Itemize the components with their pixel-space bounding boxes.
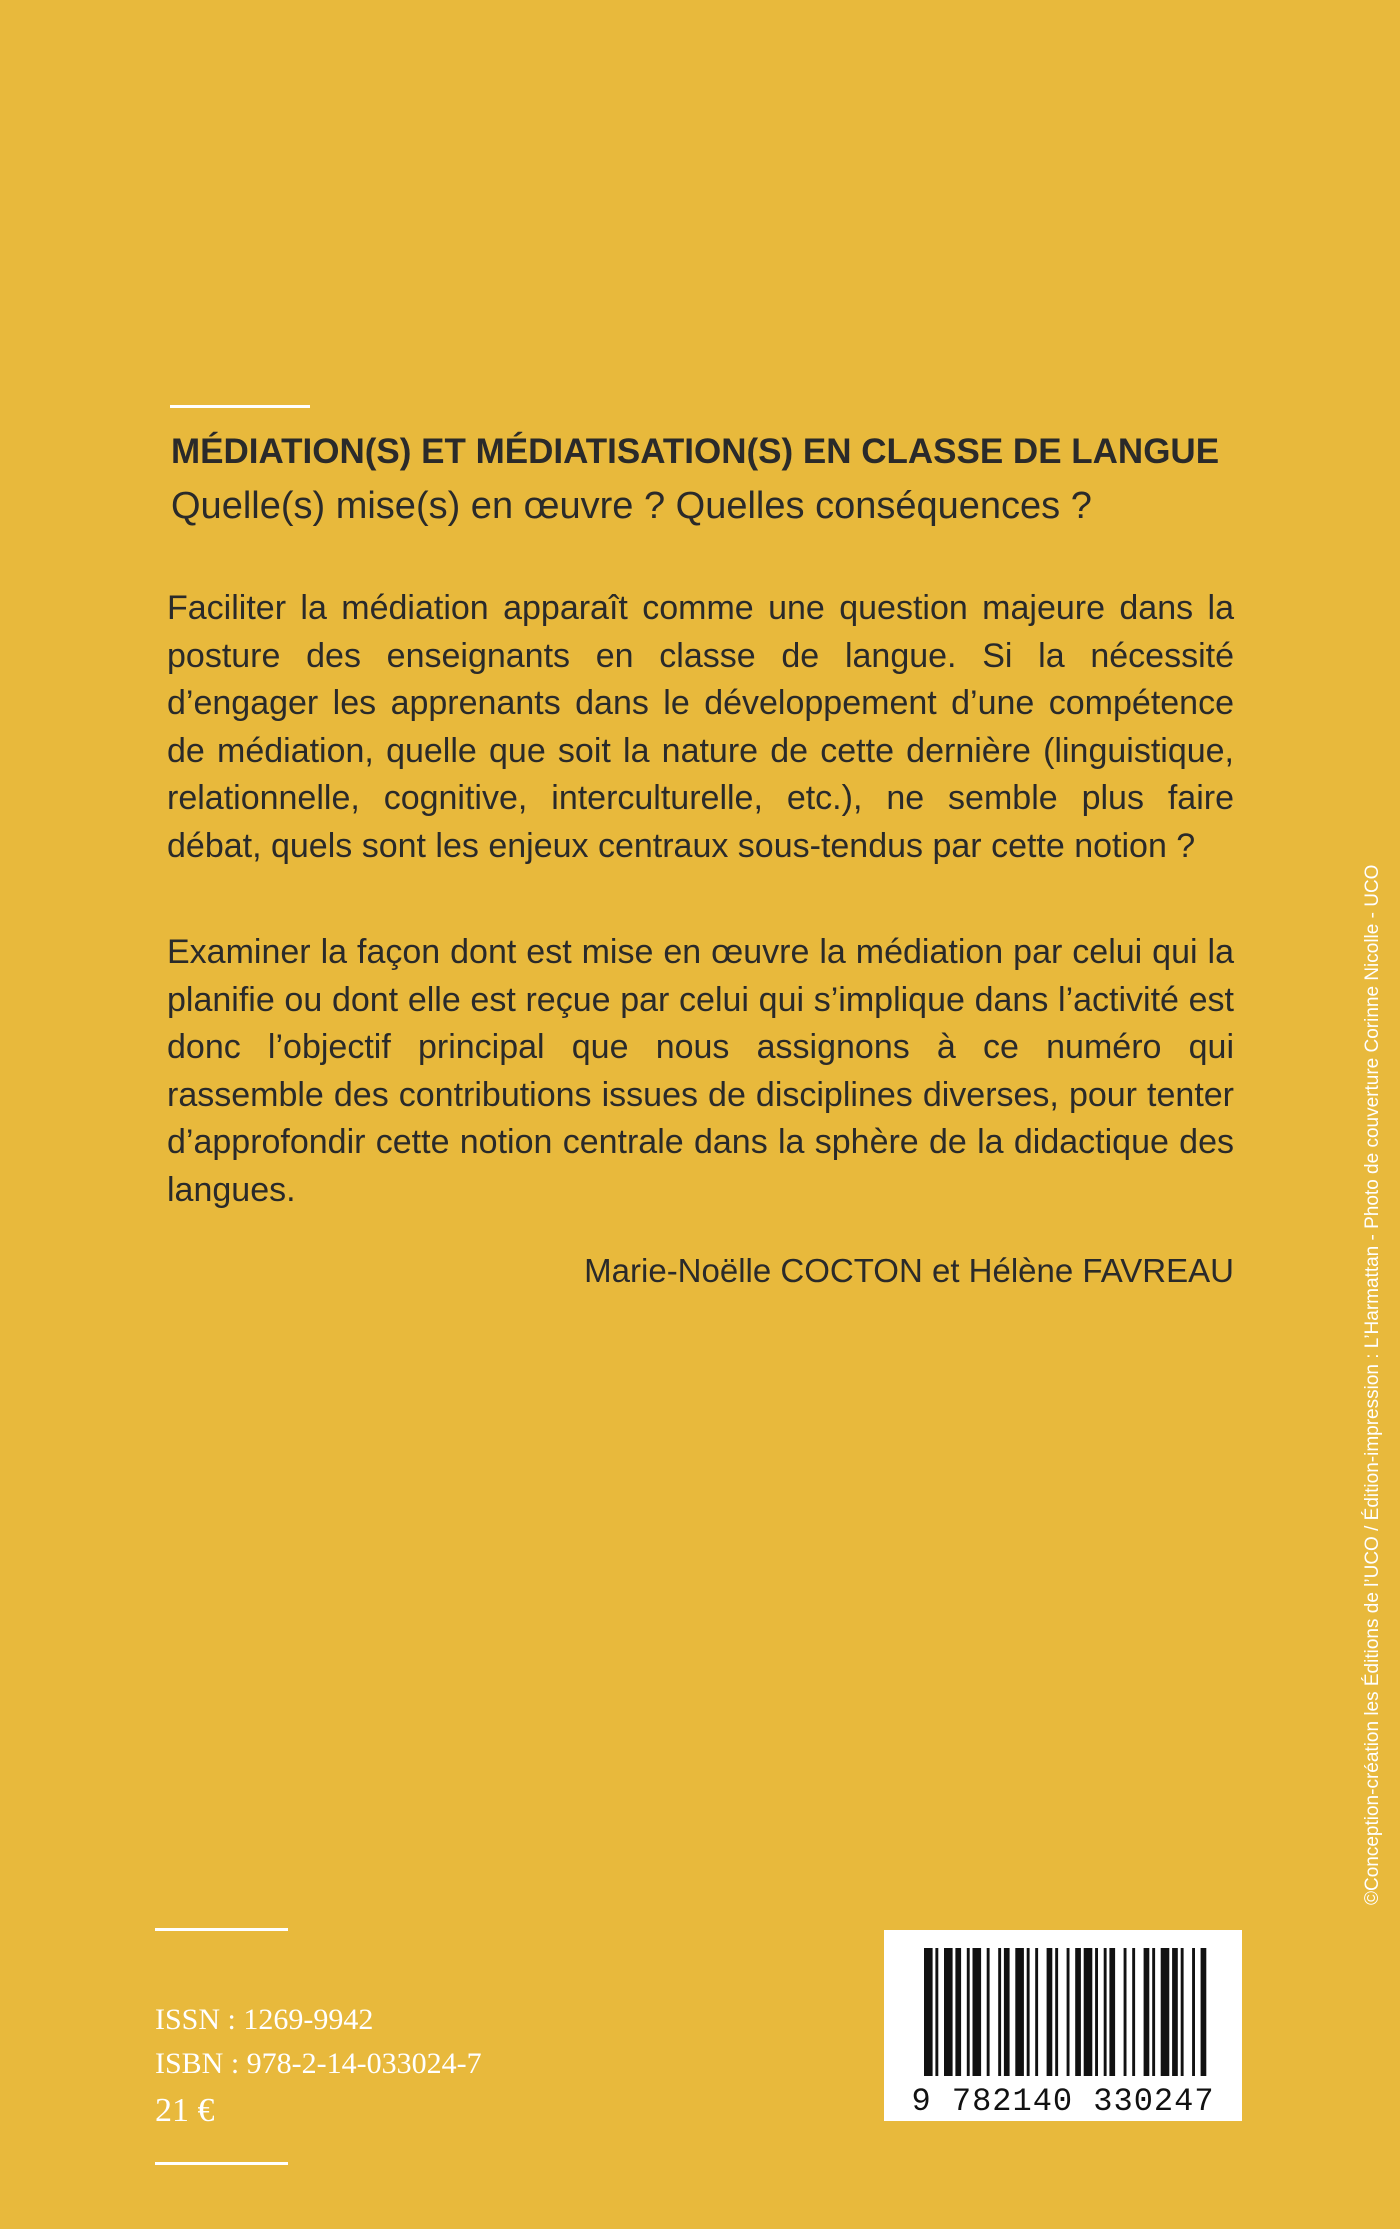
barcode-bar	[1109, 1948, 1115, 2076]
barcode-bar	[935, 1948, 938, 2076]
barcode-bar	[1015, 1948, 1024, 2076]
barcode-bar	[1084, 1948, 1093, 2076]
barcode-bar	[1095, 1948, 1098, 2076]
barcode-bar	[1161, 1948, 1170, 2076]
barcode-bar	[1132, 1948, 1135, 2076]
barcode-bar	[1201, 1948, 1207, 2076]
barcode-bar	[1047, 1948, 1053, 2076]
bottom-divider-upper	[155, 1928, 288, 1931]
authors-line: Marie-Noëlle COCTON et Hélène FAVREAU	[584, 1252, 1234, 1289]
book-subtitle: Quelle(s) mise(s) en œuvre ? Quelles conséquences ?	[171, 485, 1092, 527]
barcode-bars	[884, 1930, 1242, 2080]
barcode	[884, 1930, 1242, 2121]
barcode-bar	[973, 1948, 982, 2076]
cover-credit-vertical: ©Conception-création les Éditions de l’UCO / Édition-impression : L’Harmattan - Photo de couverture Corinne Nicolle - UCO	[1362, 864, 1383, 1905]
barcode-bar	[944, 1948, 953, 2076]
barcode-bar	[1027, 1948, 1030, 2076]
barcode-bar	[1075, 1948, 1081, 2076]
barcode-bar	[1124, 1948, 1127, 2076]
issn-text: ISSN : 1269-9942	[155, 2003, 374, 2036]
blurb-paragraph-2: Examiner la façon dont est mise en œuvre la médiation par celui qui la planifie ou dont elle est reçue par celui qui s’implique dans l’activité est donc l’objectif principal que nous assignons à ce numéro qui rassemble des contributions issues de disciplines diverses, pour tenter d’approfondir cette notion centrale dans la sphère de la didactique des langues.	[167, 933, 1234, 1209]
barcode-bar	[1181, 1948, 1184, 2076]
barcode-bar	[998, 1948, 1001, 2076]
barcode-bar	[1067, 1948, 1070, 2076]
barcode-bar	[1004, 1948, 1010, 2076]
isbn-text: ISBN : 978-2-14-033024-7	[155, 2047, 482, 2080]
barcode-bar	[1152, 1948, 1155, 2076]
barcode-bar	[1172, 1948, 1178, 2076]
barcode-bar	[987, 1948, 990, 2076]
top-divider	[170, 405, 310, 408]
barcode-bar	[967, 1948, 970, 2076]
barcode-digits: 9 782140 330247	[911, 2083, 1215, 2120]
barcode-bar	[955, 1948, 961, 2076]
book-title: MÉDIATION(S) ET MÉDIATISATION(S) EN CLASSE DE LANGUE	[171, 432, 1220, 471]
barcode-bar	[1035, 1948, 1038, 2076]
barcode-bar	[1144, 1948, 1150, 2076]
blurb-paragraph-1: Faciliter la médiation apparaît comme une question majeure dans la posture des enseignants en classe de langue. Si la nécessité d’engager les apprenants dans le développement d’une compétence de médiation, quelle que soit la nature de cette dernière (linguistique, relationnelle, cognitive, interculturelle, etc.), ne semble plus faire débat, quels sont les enjeux centraux sous-tendus par cette notion ?	[167, 589, 1234, 865]
bottom-divider-lower	[155, 2162, 288, 2165]
barcode-bar	[1055, 1948, 1058, 2076]
price-text: 21 €	[155, 2092, 215, 2129]
barcode-bar	[1192, 1948, 1195, 2076]
barcode-bar	[1104, 1948, 1107, 2076]
barcode-bar	[924, 1948, 933, 2076]
